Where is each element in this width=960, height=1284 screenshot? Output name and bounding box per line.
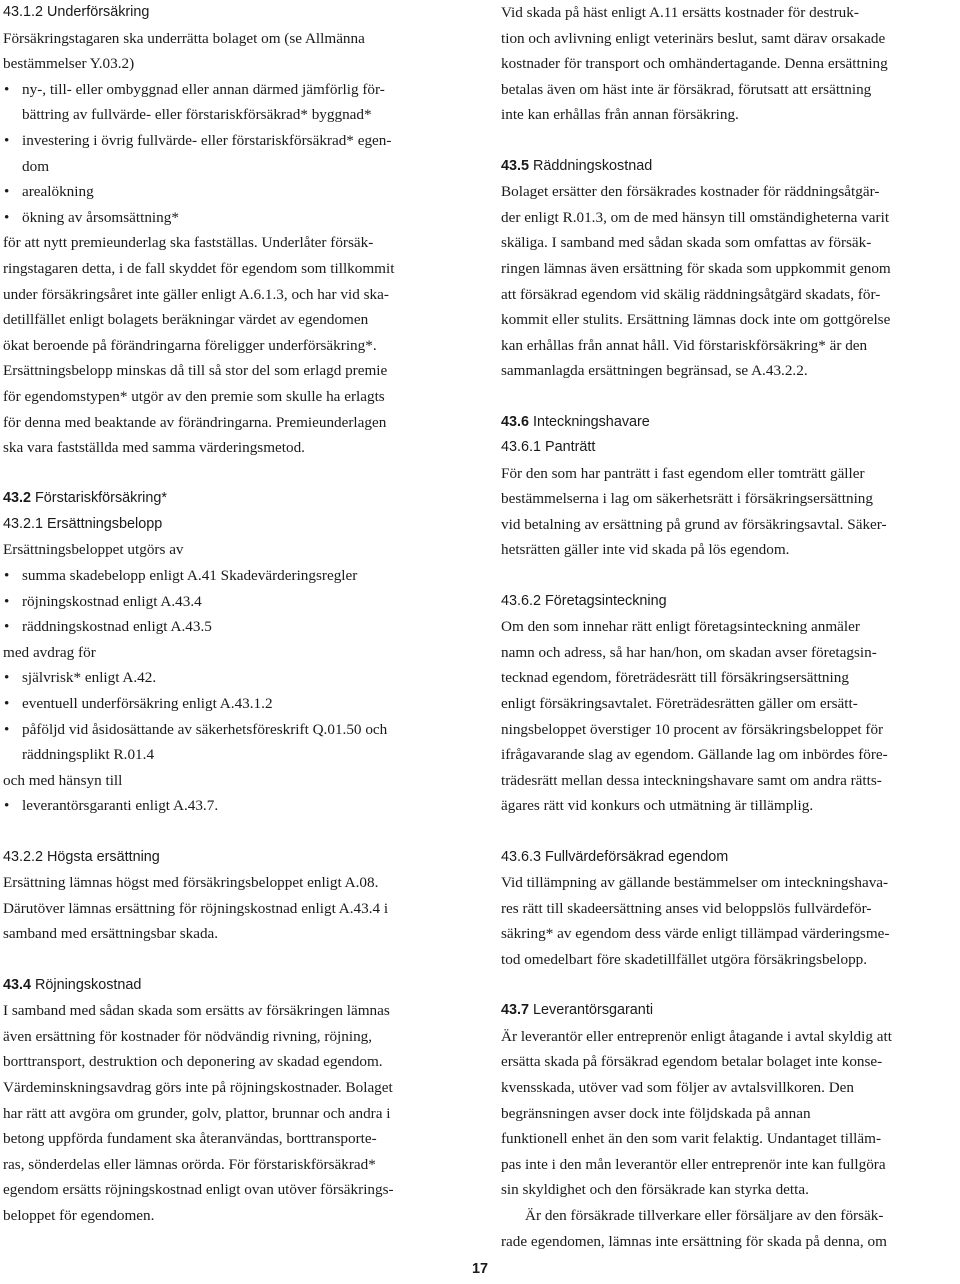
text-line: beloppet för egendomen. [3,1206,155,1224]
list-item [3,665,465,691]
text-line: dom [22,157,50,175]
paragraph [501,1203,958,1254]
text-line: även ersättning för kostnader för nödvändig rivning, röjning, [3,1027,373,1045]
text-line: • räddningskostnad enligt A.43.5 [22,618,212,636]
paragraph [3,870,465,947]
text-line: • röjningskostnad enligt A.43.4 [22,592,202,610]
text-line: borttransport, destruktion och deponering av skadad egendom. [3,1053,383,1071]
text-line: skäliga. I samband med sådan skada som omfattas av försäk- [501,234,872,252]
section-number: 43.6 [501,413,530,430]
text-line: egendom ersätts röjningskostnad enligt ovan utöver försäkrings- [3,1181,394,1199]
text-line: bestämmelserna i lag om säkerhetsrätt i försäkringsersättning [501,490,873,508]
text-line: • eventuell underförsäkring enligt A.43.1.2 [22,695,273,713]
text-line: Försäkringstagaren ska underrätta bolaget om (se Allmänna [3,29,365,47]
section-title: Räddningskostnad [533,157,653,174]
text-line: • investering i övrig fullvärde- eller förstariskförsäkrad* egen- [22,131,392,149]
subsection-heading: 43.2.1 Ersättningsbelopp [3,515,163,532]
text-line: ringstagaren detta, i de fall skyddet för egendom som tillkommit [3,259,395,277]
text-line: ifrågavarande slag av egendom. Gällande lag om inbördes före- [501,746,888,764]
text-line: med avdrag för [3,643,96,661]
text-line: sin skyldighet och den försäkrade kan styrka detta. [501,1181,809,1199]
text-line: der enligt R.01.3, om de med hänsyn till omständigheterna varit [501,208,890,226]
paragraph [501,0,958,128]
text-line: ska vara fastställda med samma värderingsmetod. [3,439,305,457]
text-line: att försäkrad egendom vid skälig räddningsåtgärd skadats, för- [501,285,881,303]
text-line: för denna med beaktande av förändringarna. Premieunderlagen [3,413,387,431]
text-line: • leverantörsgaranti enligt A.43.7. [22,797,219,815]
right-column [501,0,958,1254]
section-title: Inteckningshavare [533,413,650,430]
text-line: har rätt att avgöra om grunder, golv, plattor, brunnar och andra i [3,1104,391,1122]
text-line: ökat beroende på förändringarna föreligger underförsäkring*. [3,336,377,354]
text-line: • självrisk* enligt A.42. [22,669,157,687]
text-line: Ersättningsbelopp minskas då till så stor del som erlagd premie [3,362,388,380]
text-line: Om den som innehar rätt enligt företagsinteckning anmäler [501,618,860,636]
text-line: • summa skadebelopp enligt A.41 Skadevärderingsregler [22,567,358,585]
text-line: funktionell enhet än den som varit felaktig. Undantaget tilläm- [501,1130,881,1148]
text-line: Är leverantör eller entreprenör enligt åtagande i avtal skyldig att [501,1027,892,1045]
list-item [3,614,465,640]
text-line: I samband med sådan skada som ersätts av försäkringen lämnas [3,1002,390,1020]
text-line: säkring* av egendom dess värde enligt tillämpad värderingsme- [501,925,890,943]
paragraph [501,870,958,972]
subsection-heading: 43.1.2 Underförsäkring [3,4,150,20]
text-line: hetsrätten gäller inte vid skada på lös egendom. [501,541,790,559]
list-item [3,205,465,231]
text-line: pas inte i den mån leverantör eller entreprenör inte kan fullgöra [501,1155,886,1173]
text-line: tecknad egendom, företrädesrätt till försäkringsersättning [501,669,849,687]
paragraph [501,614,958,819]
text-line: och med hänsyn till [3,771,123,789]
subsection-heading: 43.6.3 Fullvärdeförsäkrad egendom [501,848,729,865]
list-item [3,589,465,615]
bullet-list [3,77,465,231]
list-item [3,563,465,589]
list-item [3,691,465,717]
text-line: namn och adress, så har han/hon, om skadan avser företagsin- [501,643,877,661]
section-number: 43.2 [3,490,32,507]
text-line: Vid tillämpning av gällande bestämmelser om inteckningshava- [501,874,889,892]
bullet-list [3,793,465,819]
text-line: • påföljd vid åsidosättande av säkerhetsföreskrift Q.01.50 och [22,720,388,738]
paragraph [3,230,465,460]
text-line: Ersättningsbeloppet utgörs av [3,541,184,559]
list-item [3,128,465,179]
section-heading [501,998,958,1024]
paragraph [3,998,465,1228]
subsection-heading: 43.6.2 Företagsinteckning [501,592,667,609]
text-line: • ny-, till- eller ombyggnad eller annan därmed jämförlig för- [22,80,385,98]
section-title: Förstariskförsäkring* [35,490,167,507]
text-line: detillfället enligt bolagets beräkningar värdet av egendomen [3,311,369,329]
list-item [3,717,465,768]
text-line: Värdeminskningsavdrag görs inte på röjningskostnader. Bolaget [3,1078,393,1096]
text-line: tion och avlivning enligt veterinärs beslut, samt därav orsakade [501,29,886,47]
text-line: ningsbeloppet överstiger 10 procent av försäkringsbeloppet för [501,720,884,738]
text-line: kvensskada, utöver vad som följer av avtalsvillkoren. Den [501,1078,855,1096]
paragraph [3,26,465,77]
text-line: samband med ersättningsbar skada. [3,925,219,943]
section-number: 43.7 [501,1002,530,1019]
text-line: betalas även om häst inte är försäkrad, förutsatt att ersättning [501,80,872,98]
text-line: Är den försäkrade tillverkare eller försäljare av den försäk- [525,1206,884,1224]
text-line: sammanlagda ersättningen begränsad, se A.43.2.2. [501,362,808,380]
text-line: För den som har panträtt i fast egendom eller tomträtt gäller [501,464,865,482]
text-line: vid betalning av ersättning på grund av försäkringsavtal. Säker- [501,515,887,533]
paragraph [501,1024,958,1203]
section-heading [501,154,958,180]
subsection-heading: 43.2.2 Högsta ersättning [3,848,160,865]
text-line: begränsningen avser dock inte följdskada på annan [501,1104,811,1122]
text-line: res rätt till skadeersättning anses vid beloppslös fullvärdeför- [501,899,872,917]
text-line: räddningsplikt R.01.4 [22,746,155,764]
text-line: tod omedelbart före skadetillfället utgöra försäkringsbelopp. [501,950,868,968]
text-line: • arealökning [22,183,94,201]
text-line: Vid skada på häst enligt A.11 ersätts kostnader för destruk- [501,4,859,21]
text-line: kan erhållas från annat håll. Vid förstariskförsäkring* är den [501,336,868,354]
text-line: bättring av fullvärde- eller förstariskförsäkrad* byggnad* [22,106,372,124]
text-line: för egendomstypen* utgör av den premie som skulle ha erlagts [3,387,385,405]
list-item [3,793,465,819]
section-heading [3,486,465,512]
section-number: 43.5 [501,157,530,174]
text-line: betong uppförda fundament ska återanvändas, borttransporte- [3,1130,377,1148]
text-line: för att nytt premieunderlag ska fastställas. Underlåter försäk- [3,234,374,252]
text-line: under försäkringsåret inte gäller enligt A.6.1.3, och har vid ska- [3,285,389,303]
subsection-heading: 43.6.1 Panträtt [501,439,596,456]
text-line: kostnader för transport och omhändertagande. Denna ersättning [501,55,888,73]
list-item [3,179,465,205]
section-title: Röjningskostnad [35,976,142,993]
text-line: bestämmelser Y.03.2) [3,55,135,73]
text-line: • ökning av årsomsättning* [22,208,179,226]
section-number: 43.4 [3,976,32,993]
text-line: trädesrätt mellan dessa inteckningshavare samt om andra rätts- [501,771,882,789]
text-line: ringen lämnas även ersättning för skada som uppkommit genom [501,259,891,277]
text-line: Bolaget ersätter den försäkrades kostnader för räddningsåtgär- [501,183,880,201]
text-line: ersätta skada på försäkrad egendom betalar bolaget inte konse- [501,1053,883,1071]
section-heading [3,973,465,999]
paragraph [501,179,958,384]
section-heading [501,410,958,436]
bullet-list [3,563,465,640]
text-line: rade egendomen, lämnas inte ersättning för skada på denna, om [501,1232,887,1250]
text-line: ras, sönderdelas eller lämnas orörda. För förstariskförsäkrad* [3,1155,376,1173]
left-column [3,0,465,1229]
text-line: ägares rätt vid konkurs och utmätning är tillämplig. [501,797,814,815]
text-line: Ersättning lämnas högst med försäkringsbeloppet enligt A.08. [3,874,379,892]
text-line: Därutöver lämnas ersättning för röjningskostnad enligt A.43.4 i [3,899,389,917]
text-line: enligt försäkringsavtalet. Företrädesrätten gäller om ersätt- [501,695,858,713]
bullet-list [3,665,465,767]
page-number: 17 [471,1261,488,1277]
text-line: inte kan erhållas från annan försäkring. [501,106,739,124]
section-title: Leverantörsgaranti [533,1002,654,1019]
list-item [3,77,465,128]
text-line: kommit eller stulits. Ersättning lämnas dock inte om gottgörelse [501,311,891,329]
paragraph [501,461,958,563]
